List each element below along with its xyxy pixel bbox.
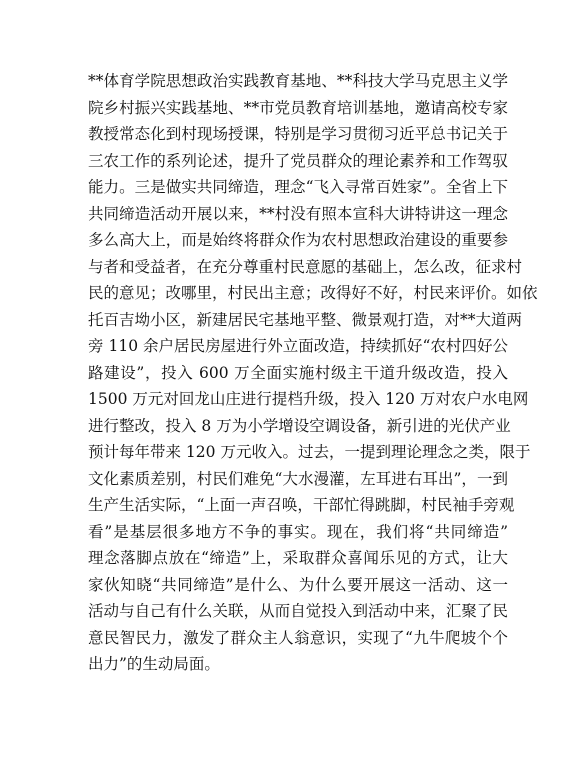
text-line: 院乡村振兴实践基地、**市党员教育培训基地，邀请高校专家 [88, 98, 508, 117]
text-line: 看”是基层很多地方不争的事实。现在，我们将“共同缔造” [88, 522, 508, 541]
text-line: 进行整改，投入 8 万为小学增设空调设备，新引进的光伏产业 [88, 416, 511, 435]
text-line: 教授常态化到村现场授课，特别是学习贯彻习近平总书记关于 [88, 125, 508, 143]
text-line: 多么高大上，而是始终将群众作为农村思想政治建设的重要参 [88, 231, 508, 249]
text-line: **体育学院思想政治实践教育基地、**科技大学马克思主义学 [88, 72, 508, 90]
text-line: 活动与自己有什么关联，从而自觉投入到活动中来，汇聚了民 [88, 602, 508, 620]
body-paragraph [88, 68, 538, 678]
text-line: 出力”的生动局面。 [88, 655, 220, 673]
text-line: 1500 万元对回龙山庄进行提档升级，投入 120 万对农户水电网 [88, 390, 529, 408]
text-line: 三农工作的系列论述，提升了党员群众的理论素养和工作驾驭 [88, 151, 508, 170]
text-line: 生产生活实际，“上面一声召唤，干部忙得跳脚，村民袖手旁观 [88, 496, 515, 514]
text-line: 路建设”，投入 600 万全面实施村级主干道升级改造，投入 [88, 363, 508, 382]
text-line: 预计每年带来 120 万元收入。过去，一提到理论理念之类，限于 [88, 443, 531, 461]
text-line: 民的意见；改哪里，村民出主意；改得好不好，村民来评价。如依 [88, 284, 538, 302]
text-line: 能力。三是做实共同缔造，理念“飞入寻常百姓家”。全省上下 [88, 178, 508, 196]
text-line: 理念落脚点放在“缔造”上，采取群众喜闻乐见的方式，让大 [88, 549, 508, 567]
text-line: 家伙知晓“共同缔造”是什么、为什么要开展这一活动、这一 [88, 575, 508, 594]
text-line: 与者和受益者，在充分尊重村民意愿的基础上，怎么改，征求村 [88, 257, 523, 276]
text-line: 共同缔造活动开展以来，**村没有照本宣科大讲特讲这一理念 [88, 204, 508, 223]
text-line: 文化素质差别，村民们难免“大水漫灌，左耳进右耳出”，一到 [88, 469, 508, 488]
text-line: 意民智民力，激发了群众主人翁意识，实现了“九牛爬坡个个 [88, 628, 508, 647]
text-line: 托百吉坳小区，新建居民宅基地平整、微景观打造，对**大道两 [88, 310, 523, 329]
text-line: 旁 110 余户居民房屋进行外立面改造，持续抓好“农村四好公 [88, 337, 508, 355]
